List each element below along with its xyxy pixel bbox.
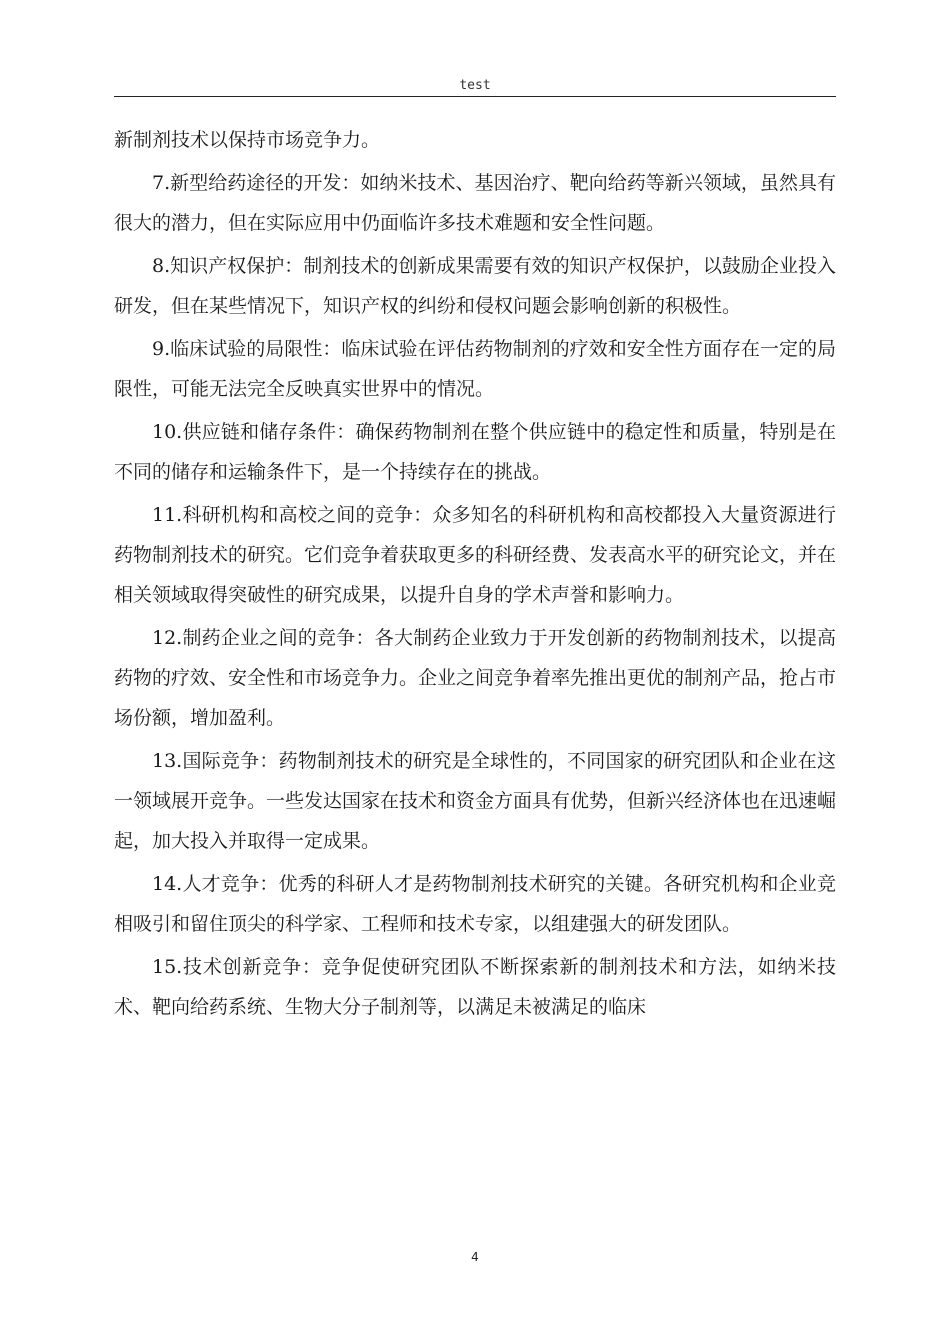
paragraph-item-11: 11.科研机构和高校之间的竞争：众多知名的科研机构和高校都投入大量资源进行药物制剂技术的研究。它们竞争着获取更多的科研经费、发表高水平的研究论文，并在相关领域取得突破性的研究成果，以提升自身的学术声誉和影响力。 xyxy=(114,504,837,606)
page-header: test xyxy=(459,78,491,93)
paragraph-continuation: 新制剂技术以保持市场竞争力。 xyxy=(114,129,381,151)
paragraph-item-9: 9.临床试验的局限性：临床试验在评估药物制剂的疗效和安全性方面存在一定的局限性，可能无法完全反映真实世界中的情况。 xyxy=(114,338,836,400)
paragraph-item-15: 15.技术创新竞争：竞争促使研究团队不断探索新的制剂技术和方法，如纳米技术、靶向给药系统、生物大分子制剂等，以满足未被满足的临床 xyxy=(114,956,836,1018)
paragraph-item-12: 12.制药企业之间的竞争：各大制药企业致力于开发创新的药物制剂技术，以提高药物的疗效、安全性和市场竞争力。企业之间竞争着率先推出更优的制剂产品，抢占市场份额，增加盈利。 xyxy=(114,627,837,729)
paragraph-item-13: 13.国际竞争：药物制剂技术的研究是全球性的，不同国家的研究团队和企业在这一领域展开竞争。一些发达国家在技术和资金方面具有优势，但新兴经济体也在迅速崛起，加大投入并取得一定成果。 xyxy=(114,750,837,852)
paragraph-item-10: 10.供应链和储存条件：确保药物制剂在整个供应链中的稳定性和质量，特别是在不同的储存和运输条件下，是一个持续存在的挑战。 xyxy=(114,421,836,483)
paragraph-item-14: 14.人才竞争：优秀的科研人才是药物制剂技术研究的关键。各研究机构和企业竞相吸引和留住顶尖的科学家、工程师和技术专家，以组建强大的研发团队。 xyxy=(114,873,836,935)
paragraph-item-8: 8.知识产权保护：制剂技术的创新成果需要有效的知识产权保护，以鼓励企业投入研发，但在某些情况下，知识产权的纠纷和侵权问题会影响创新的积极性。 xyxy=(114,255,836,317)
paragraph-item-7: 7.新型给药途径的开发：如纳米技术、基因治疗、靶向给药等新兴领域，虽然具有很大的潜力，但在实际应用中仍面临许多技术难题和安全性问题。 xyxy=(114,172,836,234)
page-number: 4 xyxy=(471,1250,479,1264)
document-body xyxy=(114,120,836,1030)
header-rule xyxy=(114,96,836,97)
